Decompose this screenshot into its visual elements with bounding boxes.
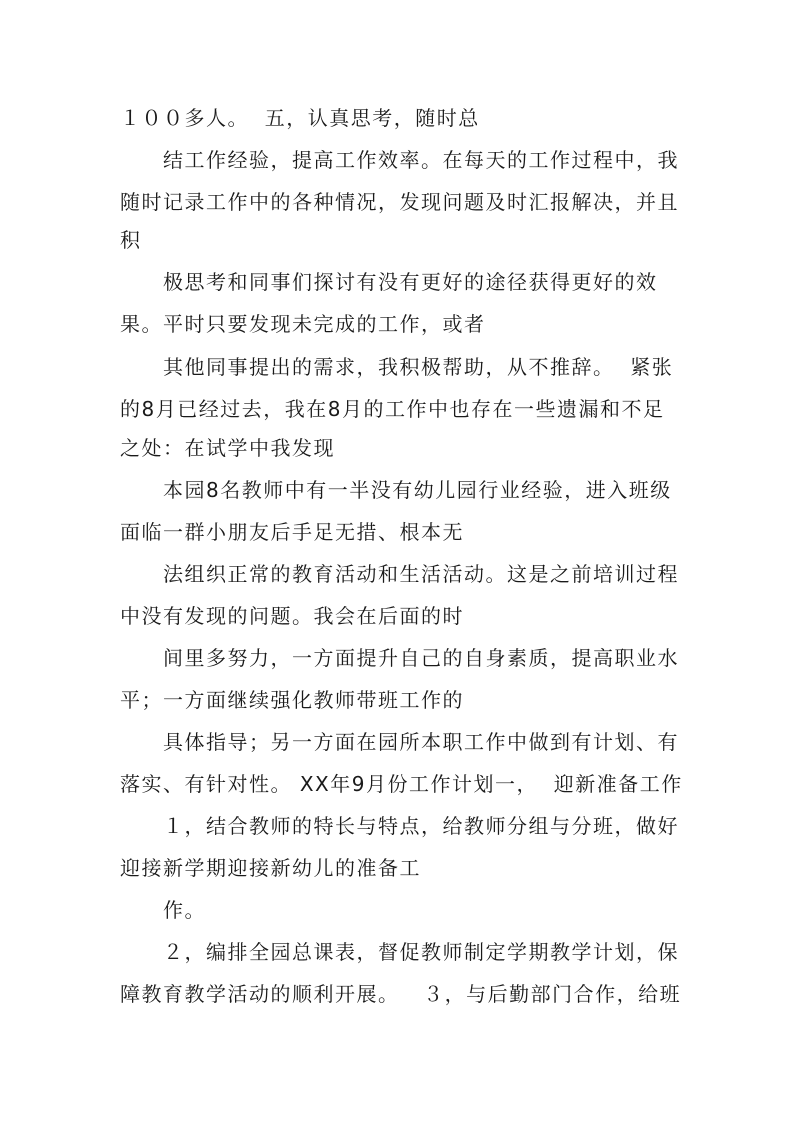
text-line: 积: [120, 228, 142, 252]
text-line: 具体指导；另一方面在园所本职工作中做到有计划、有: [163, 730, 679, 754]
text-line: 间里多努力，一方面提升自己的自身素质，提高职业水: [163, 646, 679, 670]
text-line: 落实、有针对性。 XX年9月份工作计划一， 迎新准备工作: [120, 772, 683, 796]
text-line: 其他同事提出的需求，我积极帮助，从不推辞。 紧张: [163, 355, 674, 379]
text-line: 结工作经验，提高工作效率。在每天的工作过程中，我: [163, 148, 679, 172]
text-line: 中没有发现的问题。我会在后面的时: [120, 604, 464, 628]
text-line: 障教育教学活动的顺利开展。 ３，与后勤部门合作，给班: [120, 982, 682, 1006]
text-line: 面临一群小朋友后手足无措、根本无: [120, 520, 464, 544]
text-line: 的8月已经过去，我在8月的工作中也存在一些遗漏和不足: [120, 397, 665, 421]
text-line: 平；一方面继续强化教师带班工作的: [120, 688, 464, 712]
text-line: 之处：在试学中我发现: [120, 436, 335, 460]
text-line: １００多人。 五，认真思考，随时总: [120, 106, 480, 130]
text-line: 极思考和同事们探讨有没有更好的途径获得更好的效: [163, 270, 658, 294]
text-line: １，结合教师的特长与特点，给教师分组与分班，做好: [163, 814, 679, 838]
text-line: 法组织正常的教育活动和生活活动。这是之前培训过程: [163, 562, 679, 586]
text-line: 迎接新学期迎接新幼儿的准备工: [120, 856, 421, 880]
text-line: 本园8名教师中有一半没有幼儿园行业经验，进入班级: [163, 478, 672, 502]
text-line: 果。平时只要发现未完成的工作，或者: [120, 312, 486, 336]
text-line: 随时记录工作中的各种情况，发现问题及时汇报解决，并且: [120, 190, 679, 214]
text-line: ２，编排全园总课表，督促教师制定学期教学计划，保: [163, 940, 679, 964]
text-line: 作。: [163, 898, 206, 922]
